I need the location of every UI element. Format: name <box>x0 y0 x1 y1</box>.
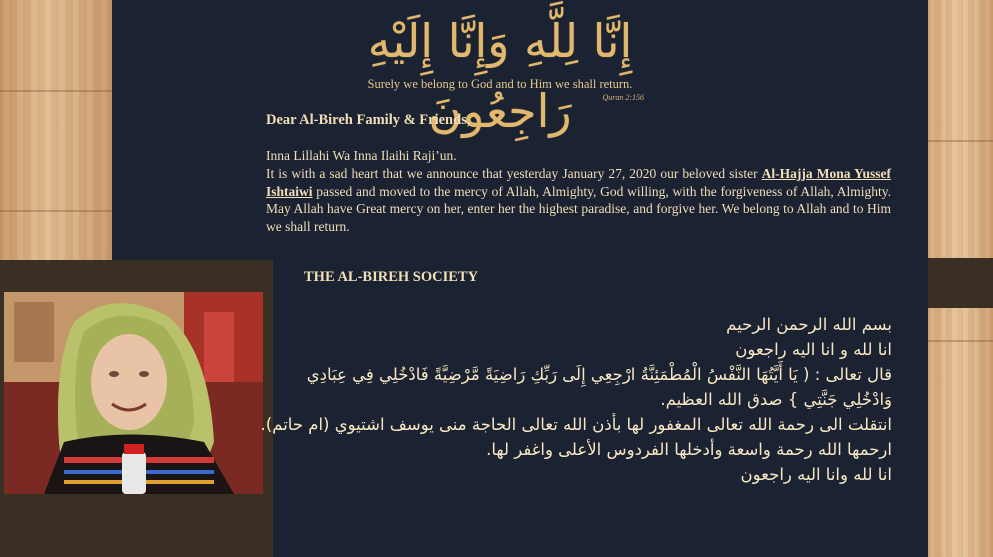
letter-body <box>266 165 891 235</box>
quran-calligraphy: إِنَّا لِلَّهِ وَإِنَّا إِلَيْهِ رَاجِعُونَ <box>367 14 633 138</box>
arabic-line: قال تعالى : ( يَا أَيَّتُهَا النَّفْسُ الْمُطْمَئِنَّةُ ارْجِعِي إِلَى رَبِّكِ رَاضِيَةً مَّرْضِيَّةً فَادْخُلِي فِي عِبَادِي <box>306 365 892 384</box>
portrait-photo <box>4 292 263 494</box>
decorative-band <box>928 258 993 308</box>
arabic-line: وَادْخُلِي جَنَّتِي } صدق الله العظيم. <box>660 390 892 409</box>
arabic-line: انتقلت الى رحمة الله تعالى المغفور لها بأذن الله تعالى الحاجة منى يوسف اشتيوي (ام حاتم). <box>260 415 892 434</box>
arabic-line: انا لله و انا اليه راجعون <box>735 340 892 359</box>
calligraphy-translation: Surely we belong to God and to Him we shall return. <box>367 77 633 91</box>
letter-greeting: Dear Al-Bireh Family & Friends, <box>266 112 471 128</box>
society-signature: THE AL-BIREH SOCIETY <box>304 269 479 285</box>
deceased-name: Al-Hajja Mona Yussef Ishtaiwi <box>266 166 892 199</box>
arabic-line: بسم الله الرحمن الرحيم <box>726 315 892 334</box>
arabic-line: انا لله وانا اليه راجعون <box>740 465 892 484</box>
portrait-illustration <box>4 292 263 494</box>
arabic-line: ارحمها الله رحمة واسعة وأدخلها الفردوس الأعلى واغفر لها. <box>486 440 892 459</box>
letter-body-rest: passed and moved to the mercy of Allah, Almighty, God willing, with the forgiveness of Allah, Almighty. May Allah have Great mercy on her, enter her the highest paradise, and forgive her. We belong to Allah and to Him we shall return. <box>266 183 891 234</box>
letter-body-intro: It is with a sad heart that we announce that yesterday January 27, 2020 our beloved sister <box>266 166 762 181</box>
quran-reference: Quran 2:156 <box>602 93 644 102</box>
letter-opening: Inna Lillahi Wa Inna Ilaihi Raji’un. <box>266 148 457 163</box>
arabic-announcement <box>260 312 892 487</box>
